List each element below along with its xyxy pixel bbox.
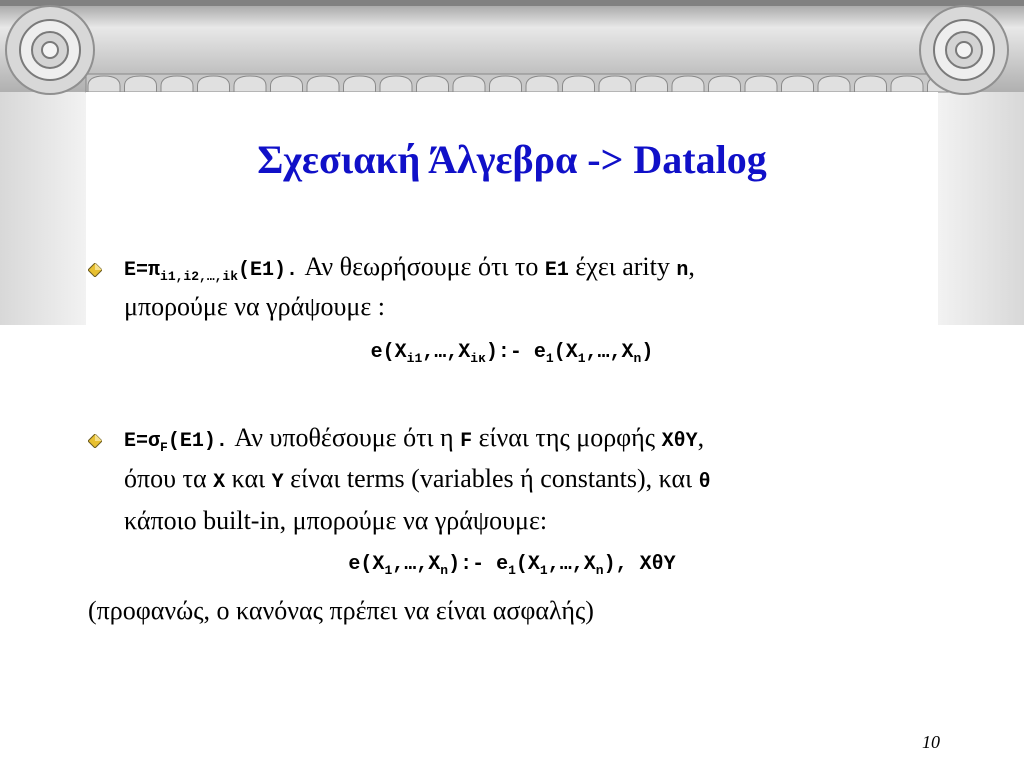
projection-text-2: έχει arity [575,252,670,281]
right-scroll-ornament [920,6,1008,94]
dentil-ornament [161,76,193,92]
safety-note: (προφανώς, ο κανόνας πρέπει να είναι ασφαλής) [88,596,594,625]
projection-line-2: μπορούμε να γράψουμε : [124,292,385,321]
dentil-ornament [307,76,339,92]
selection-line-2: όπου τα X και Y είναι terms (variables ή constants), και θ [124,464,711,494]
dentil-ornament [88,76,120,92]
selection-line-1: $E=\sigma_F(E1)$. Αν υποθέσουμε ότι η F είναι της μορφής XθY, [124,423,705,455]
diamond-bullet-icon [88,434,102,448]
dentil-ornament [563,76,595,92]
theta-code: θ [698,471,711,494]
dentil-ornament [453,76,485,92]
dentil-ornament [818,76,850,92]
dentil-ornament [526,76,558,92]
f-code: F [460,430,473,453]
dentil-ornament [380,76,412,92]
dentil-ornament [855,76,887,92]
dentil-ornament [234,76,266,92]
projection-rule: $e(X_{i1},\dots,X_{i\kappa}):-$ $e_1(X_1,\dots,X_n)$ [370,341,654,366]
dentil-ornament [417,76,449,92]
dentil-ornament [599,76,631,92]
slide-title: Σχεσιακή Άλγεβρα -> Datalog [257,137,767,182]
x-code: X [213,471,226,494]
dentil-ornament [782,76,814,92]
page-number: 10 [922,732,940,752]
dentil-ornament [271,76,303,92]
dentil-ornament [125,76,157,92]
selection-text-2: είναι της μορφής [478,423,656,452]
selection-line-3: κάποιο built-in, μπορούμε να γράψουμε: [124,506,548,535]
e1-code: E1 [544,259,569,282]
selection-code: $E=\sigma_F(E1)$. [124,430,228,455]
dentil-ornament [198,76,230,92]
dentil-ornament [672,76,704,92]
diamond-bullet-icon [88,263,102,277]
dentil-ornament [344,76,376,92]
selection-rule: $e(X_1,\dots,X_n):-$ $e_1(X_1,\dots,X_n)$, XθY [348,553,676,578]
dentil-ornament [636,76,668,92]
projection-text-1: Αν θεωρήσουμε ότι το [304,252,539,281]
dentil-ornament [709,76,741,92]
left-scroll-ornament [6,6,94,94]
projection-code: $E=\pi_{i1,i2,\dots,ik}(E1)$. [124,259,299,284]
n-code: n [676,259,689,282]
y-code: Y [271,471,284,494]
dentil-ornament [745,76,777,92]
projection-line-1: $E=\pi_{i1,i2,\dots,ik}(E1)$. Αν θεωρήσουμε ότι το E1 έχει arity n, [124,252,695,284]
dentil-ornament [490,76,522,92]
dentil-ornament [891,76,923,92]
selection-text-1: Αν υποθέσουμε ότι η [234,423,454,452]
xty-code: XθY [661,430,698,453]
